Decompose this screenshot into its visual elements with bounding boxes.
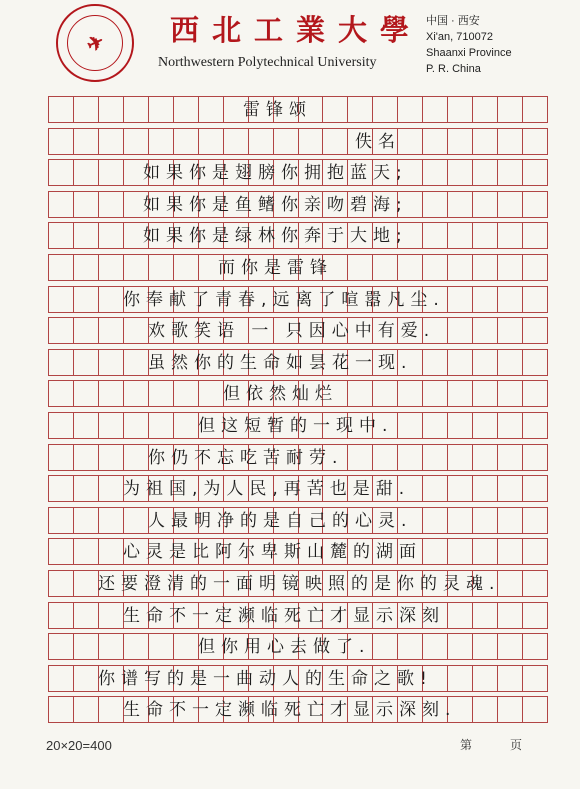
grid-cell bbox=[48, 633, 74, 660]
grid-cell bbox=[99, 159, 124, 186]
grid-cell bbox=[249, 128, 274, 155]
grid-row bbox=[48, 602, 548, 629]
grid-cell bbox=[99, 254, 124, 281]
grid-cell bbox=[48, 538, 74, 565]
grid-cell bbox=[74, 412, 99, 439]
grid-cell bbox=[423, 633, 448, 660]
grid-cell bbox=[124, 507, 149, 534]
grid-row bbox=[48, 159, 548, 186]
poem-line: 人最明净的是自己的心灵. bbox=[148, 511, 413, 531]
grid-cell bbox=[99, 602, 124, 629]
grid-cell bbox=[523, 633, 548, 660]
grid-row bbox=[48, 444, 548, 471]
grid-cell bbox=[99, 349, 124, 376]
grid-cell bbox=[423, 507, 448, 534]
grid-cell bbox=[99, 475, 124, 502]
grid-cell bbox=[498, 538, 523, 565]
grid-cell bbox=[74, 254, 99, 281]
grid-cell bbox=[373, 96, 398, 123]
grid-cell bbox=[74, 507, 99, 534]
grid-row bbox=[48, 570, 548, 597]
univ-cn-char: 學 bbox=[379, 13, 415, 47]
grid-cell bbox=[174, 254, 199, 281]
grid-cell bbox=[448, 96, 473, 123]
grid-cell bbox=[74, 96, 99, 123]
poem-line: 为祖国,为人民,再苦也是甜. bbox=[123, 479, 411, 499]
poem-line: 但这短暂的一现中. bbox=[198, 416, 394, 436]
grid-cell bbox=[523, 696, 548, 723]
university-seal-logo bbox=[56, 4, 134, 82]
grid-cell bbox=[448, 317, 473, 344]
grid-cell bbox=[99, 412, 124, 439]
grid-cell bbox=[498, 444, 523, 471]
grid-row bbox=[48, 191, 548, 218]
grid-cell bbox=[74, 475, 99, 502]
grid-cell bbox=[348, 380, 373, 407]
poem-line: 生命不一定濒临死亡才显示深刻. bbox=[123, 700, 457, 720]
grid-cell bbox=[498, 633, 523, 660]
grid-cell bbox=[423, 128, 448, 155]
grid-cell bbox=[174, 128, 199, 155]
grid-cell bbox=[174, 633, 199, 660]
grid-cell bbox=[398, 380, 423, 407]
grid-cell bbox=[99, 633, 124, 660]
poem-line: 如果你是翅膀你拥抱蓝天; bbox=[143, 163, 408, 183]
address-line: Shaanxi Province bbox=[426, 47, 512, 59]
grid-cell bbox=[74, 159, 99, 186]
grid-cell bbox=[224, 128, 249, 155]
grid-cell bbox=[398, 633, 423, 660]
grid-cell bbox=[498, 286, 523, 313]
grid-cell bbox=[398, 412, 423, 439]
grid-cell bbox=[323, 96, 348, 123]
grid-cell bbox=[523, 570, 548, 597]
seal-inner-ring bbox=[67, 15, 123, 71]
grid-cell bbox=[48, 96, 74, 123]
univ-cn-char: 大 bbox=[337, 13, 373, 47]
grid-cell bbox=[48, 159, 74, 186]
poem-line: 你仍不忘吃苦耐劳. bbox=[148, 448, 344, 468]
grid-row bbox=[48, 128, 548, 155]
grid-cell bbox=[149, 96, 174, 123]
grid-row bbox=[48, 254, 548, 281]
university-name-en: Northwestern Polytechnical University bbox=[158, 55, 377, 70]
grid-cell bbox=[398, 96, 423, 123]
grid-cell bbox=[149, 412, 174, 439]
grid-cell bbox=[448, 349, 473, 376]
grid-cell bbox=[448, 665, 473, 692]
grid-cell bbox=[124, 96, 149, 123]
grid-cell bbox=[498, 254, 523, 281]
grid-cell bbox=[473, 696, 498, 723]
univ-cn-char: 工 bbox=[253, 13, 289, 47]
grid-cell bbox=[523, 317, 548, 344]
grid-cell bbox=[398, 128, 423, 155]
grid-cell bbox=[523, 286, 548, 313]
grid-cell bbox=[498, 222, 523, 249]
grid-cell bbox=[74, 222, 99, 249]
grid-cell bbox=[498, 570, 523, 597]
grid-cell bbox=[423, 159, 448, 186]
grid-cell bbox=[473, 128, 498, 155]
poem-line: 你谱写的是一曲动人的生命之歌! bbox=[98, 669, 433, 689]
grid-cell bbox=[124, 349, 149, 376]
grid-cell bbox=[74, 349, 99, 376]
grid-cell bbox=[74, 538, 99, 565]
grid-cell bbox=[99, 380, 124, 407]
grid-row bbox=[48, 96, 548, 123]
address-line: P. R. China bbox=[426, 63, 481, 75]
grid-cell bbox=[423, 191, 448, 218]
grid-cell bbox=[373, 254, 398, 281]
address-line: Xi'an, 710072 bbox=[426, 31, 493, 43]
grid-cell bbox=[523, 349, 548, 376]
grid-cell bbox=[149, 128, 174, 155]
grid-row bbox=[48, 349, 548, 376]
grid-cell bbox=[48, 191, 74, 218]
grid-cell bbox=[48, 222, 74, 249]
page-number-label bbox=[460, 736, 560, 753]
page-label-suffix: 页 bbox=[510, 738, 523, 752]
grid-cell bbox=[473, 602, 498, 629]
poem-line: 如果你是绿林你奔于大地; bbox=[143, 226, 408, 246]
grid-cell bbox=[99, 696, 124, 723]
grid-cell bbox=[199, 128, 224, 155]
grid-cell bbox=[199, 380, 224, 407]
grid-cell bbox=[149, 633, 174, 660]
grid-cell bbox=[523, 159, 548, 186]
grid-cell bbox=[323, 128, 348, 155]
grid-cell bbox=[423, 538, 448, 565]
grid-cell bbox=[48, 602, 74, 629]
grid-cell bbox=[348, 254, 373, 281]
grid-row bbox=[48, 412, 548, 439]
grid-cell bbox=[448, 380, 473, 407]
grid-cell bbox=[74, 286, 99, 313]
grid-cell bbox=[523, 475, 548, 502]
grid-cell bbox=[48, 286, 74, 313]
grid-cell bbox=[448, 191, 473, 218]
grid-cell bbox=[74, 191, 99, 218]
grid-row bbox=[48, 317, 548, 344]
university-name-cn bbox=[170, 8, 415, 49]
grid-cell bbox=[348, 444, 373, 471]
grid-cell bbox=[523, 380, 548, 407]
grid-cell bbox=[398, 444, 423, 471]
grid-cell bbox=[523, 412, 548, 439]
poem-author: 佚名 bbox=[355, 132, 401, 152]
grid-cell bbox=[498, 191, 523, 218]
grid-cell bbox=[74, 665, 99, 692]
grid-cell bbox=[299, 128, 324, 155]
grid-cell bbox=[448, 538, 473, 565]
grid-cell bbox=[448, 507, 473, 534]
grid-cell bbox=[99, 317, 124, 344]
grid-cell bbox=[498, 475, 523, 502]
grid-cell bbox=[48, 570, 74, 597]
poem-line: 虽然你的生命如昙花一现. bbox=[148, 353, 413, 373]
poem-line: 而你是雷锋 bbox=[218, 258, 333, 278]
grid-cell bbox=[448, 286, 473, 313]
grid-cell bbox=[124, 128, 149, 155]
grid-cell bbox=[473, 349, 498, 376]
grid-cell bbox=[48, 349, 74, 376]
seal-plane-icon: ✈ bbox=[82, 28, 108, 58]
grid-row bbox=[48, 380, 548, 407]
poem-line: 但你用心去做了. bbox=[198, 637, 371, 657]
grid-cell bbox=[74, 570, 99, 597]
grid-cell bbox=[523, 665, 548, 692]
poem-line: 生命不一定濒临死亡才显示深刻 bbox=[123, 606, 445, 626]
grid-cell bbox=[523, 96, 548, 123]
poem-title: 雷锋颂 bbox=[243, 100, 312, 120]
grid-cell bbox=[448, 412, 473, 439]
grid-cell bbox=[74, 380, 99, 407]
grid-cell bbox=[398, 254, 423, 281]
grid-row bbox=[48, 286, 548, 313]
univ-cn-char: 北 bbox=[211, 13, 247, 47]
grid-row bbox=[48, 222, 548, 249]
grid-cell bbox=[448, 475, 473, 502]
grid-cell bbox=[473, 633, 498, 660]
grid-cell bbox=[74, 444, 99, 471]
grid-row bbox=[48, 538, 548, 565]
grid-cell bbox=[423, 380, 448, 407]
grid-cell bbox=[448, 128, 473, 155]
grid-cell bbox=[498, 412, 523, 439]
grid-cell bbox=[523, 128, 548, 155]
grid-cell bbox=[498, 602, 523, 629]
grid-cell bbox=[473, 254, 498, 281]
grid-cell bbox=[523, 444, 548, 471]
grid-row bbox=[48, 475, 548, 502]
grid-cell bbox=[99, 286, 124, 313]
grid-cell bbox=[473, 380, 498, 407]
grid-cell bbox=[448, 254, 473, 281]
grid-cell bbox=[199, 96, 224, 123]
grid-cell bbox=[473, 96, 498, 123]
grid-cell bbox=[473, 317, 498, 344]
grid-cell bbox=[274, 128, 299, 155]
grid-cell bbox=[473, 191, 498, 218]
grid-row bbox=[48, 696, 548, 723]
grid-cell bbox=[523, 191, 548, 218]
grid-cell bbox=[498, 159, 523, 186]
grid-cell bbox=[48, 412, 74, 439]
grid-cell bbox=[174, 412, 199, 439]
grid-cell bbox=[48, 696, 74, 723]
grid-cell bbox=[99, 222, 124, 249]
grid-cell bbox=[498, 317, 523, 344]
manuscript-grid bbox=[48, 96, 548, 732]
grid-cell bbox=[124, 633, 149, 660]
grid-cell bbox=[74, 128, 99, 155]
grid-cell bbox=[448, 159, 473, 186]
grid-cell bbox=[124, 380, 149, 407]
grid-cell bbox=[373, 444, 398, 471]
grid-cell bbox=[473, 665, 498, 692]
grid-cell bbox=[473, 475, 498, 502]
poem-line: 还要澄清的一面明镜映照的是你的灵魂. bbox=[98, 574, 501, 594]
grid-cell bbox=[74, 602, 99, 629]
grid-cell bbox=[74, 317, 99, 344]
address-block bbox=[426, 13, 512, 77]
grid-spec-label: 20×20=400 bbox=[46, 738, 112, 753]
grid-cell bbox=[48, 665, 74, 692]
grid-cell bbox=[523, 538, 548, 565]
grid-cell bbox=[48, 444, 74, 471]
poem-line: 但依然灿烂 bbox=[223, 384, 338, 404]
grid-cell bbox=[99, 538, 124, 565]
grid-cell bbox=[498, 380, 523, 407]
grid-row bbox=[48, 507, 548, 534]
grid-cell bbox=[124, 317, 149, 344]
poem-line: 心灵是比阿尔卑斯山麓的湖面 bbox=[123, 542, 422, 562]
grid-cell bbox=[74, 633, 99, 660]
address-line: 中国 · 西安 bbox=[426, 15, 480, 27]
grid-cell bbox=[48, 380, 74, 407]
grid-cell bbox=[174, 380, 199, 407]
grid-cell bbox=[423, 444, 448, 471]
grid-cell bbox=[99, 444, 124, 471]
grid-cell bbox=[498, 349, 523, 376]
grid-cell bbox=[99, 96, 124, 123]
grid-cell bbox=[523, 254, 548, 281]
grid-cell bbox=[348, 96, 373, 123]
grid-cell bbox=[48, 475, 74, 502]
grid-cell bbox=[523, 602, 548, 629]
grid-cell bbox=[498, 128, 523, 155]
grid-cell bbox=[373, 633, 398, 660]
poem-line: 欢歌笑语 一 只因心中有爱. bbox=[148, 321, 436, 341]
grid-cell bbox=[523, 507, 548, 534]
grid-cell bbox=[373, 380, 398, 407]
grid-row bbox=[48, 665, 548, 692]
grid-cell bbox=[423, 349, 448, 376]
grid-cell bbox=[473, 507, 498, 534]
grid-cell bbox=[498, 507, 523, 534]
grid-cell bbox=[74, 696, 99, 723]
grid-cell bbox=[498, 665, 523, 692]
grid-cell bbox=[448, 444, 473, 471]
univ-cn-char: 業 bbox=[295, 13, 331, 47]
grid-cell bbox=[149, 380, 174, 407]
grid-cell bbox=[423, 254, 448, 281]
grid-cell bbox=[174, 96, 199, 123]
grid-cell bbox=[473, 286, 498, 313]
grid-cell bbox=[124, 412, 149, 439]
grid-cell bbox=[448, 222, 473, 249]
grid-cell bbox=[498, 96, 523, 123]
grid-cell bbox=[473, 222, 498, 249]
grid-row bbox=[48, 633, 548, 660]
grid-cell bbox=[99, 507, 124, 534]
grid-cell bbox=[124, 444, 149, 471]
grid-cell bbox=[423, 412, 448, 439]
grid-cell bbox=[48, 507, 74, 534]
grid-cell bbox=[473, 538, 498, 565]
grid-cell bbox=[448, 633, 473, 660]
grid-cell bbox=[48, 128, 74, 155]
grid-cell bbox=[498, 696, 523, 723]
grid-cell bbox=[48, 254, 74, 281]
univ-cn-char: 西 bbox=[170, 13, 206, 47]
grid-cell bbox=[99, 128, 124, 155]
grid-cell bbox=[124, 254, 149, 281]
poem-line: 你奉献了青春,远离了喧嚣凡尘. bbox=[123, 290, 445, 310]
page-label-prefix: 第 bbox=[460, 738, 473, 752]
grid-cell bbox=[99, 191, 124, 218]
grid-cell bbox=[523, 222, 548, 249]
grid-cell bbox=[473, 444, 498, 471]
grid-row-cells bbox=[48, 128, 548, 155]
grid-cell bbox=[423, 222, 448, 249]
grid-cell bbox=[473, 159, 498, 186]
grid-cell bbox=[423, 475, 448, 502]
grid-cell bbox=[473, 412, 498, 439]
poem-line: 如果你是鱼鳍你亲吻碧海; bbox=[143, 195, 408, 215]
grid-cell bbox=[423, 96, 448, 123]
grid-cell bbox=[149, 254, 174, 281]
grid-cell bbox=[448, 602, 473, 629]
grid-cell bbox=[48, 317, 74, 344]
